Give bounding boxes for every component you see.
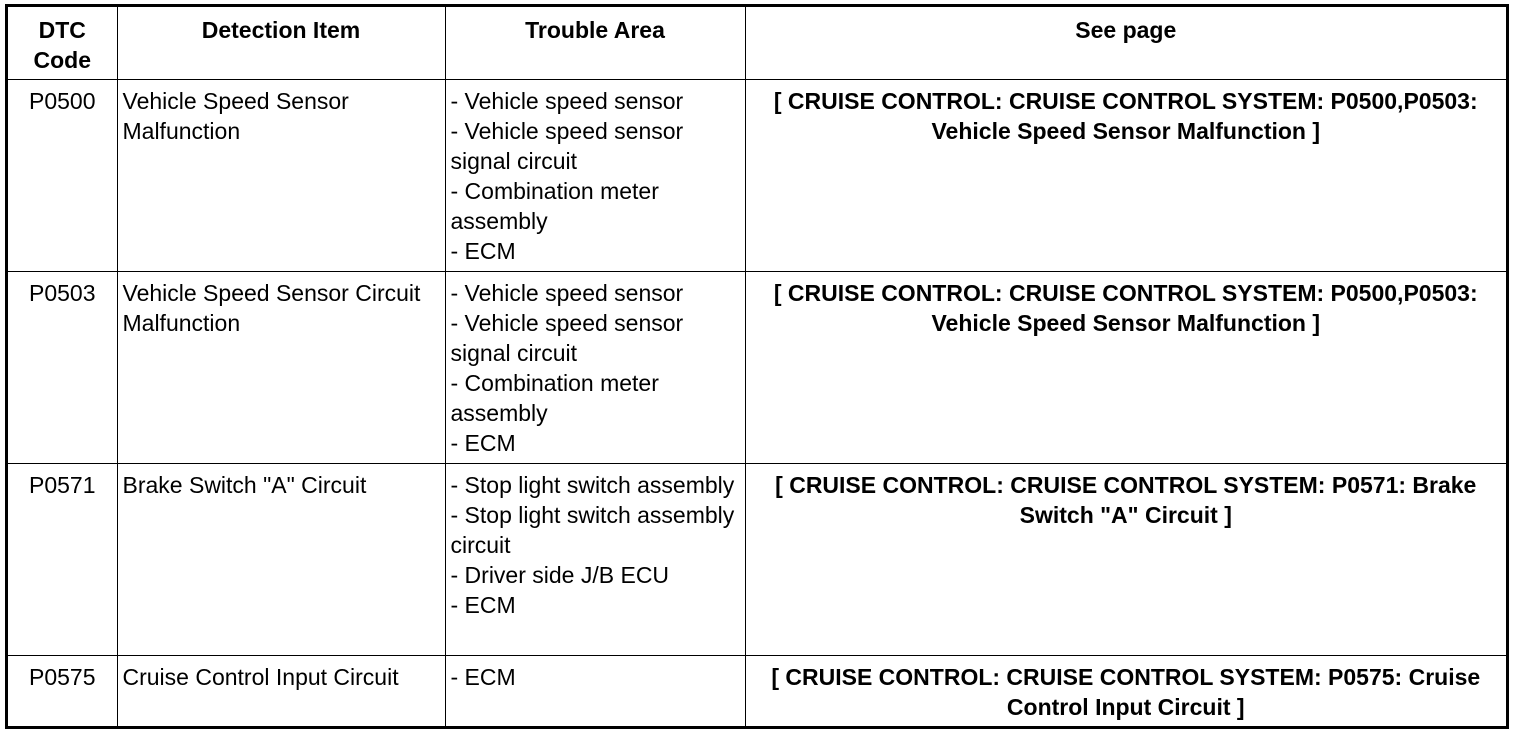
trouble-area-cell — [445, 272, 745, 464]
trouble-area-cell — [445, 656, 745, 728]
table-row — [7, 464, 1507, 656]
header-see-page: See page — [745, 6, 1507, 80]
trouble-area-cell — [445, 464, 745, 656]
trouble-area-line: - ECM — [450, 664, 516, 690]
trouble-area-line: - ECM — [450, 238, 516, 264]
trouble-area-line: - ECM — [450, 430, 516, 456]
dtc-code-cell: P0571 — [7, 464, 117, 656]
header-dtc-code: DTC Code — [7, 6, 117, 80]
header-trouble-area: Trouble Area — [445, 6, 745, 80]
dtc-code-cell: P0500 — [7, 80, 117, 272]
trouble-area-line: - ECM — [450, 592, 516, 618]
see-page-link[interactable]: [ CRUISE CONTROL: CRUISE CONTROL SYSTEM: P0500,P0503: Vehicle Speed Sensor Malfunction ] — [745, 272, 1507, 464]
trouble-area-line: - Vehicle speed sensor signal circuit — [450, 118, 684, 174]
detection-item-cell: Cruise Control Input Circuit — [117, 656, 445, 728]
dtc-code-cell: P0503 — [7, 272, 117, 464]
table-row — [7, 80, 1507, 272]
dtc-code-cell: P0575 — [7, 656, 117, 728]
see-page-link[interactable]: [ CRUISE CONTROL: CRUISE CONTROL SYSTEM: P0500,P0503: Vehicle Speed Sensor Malfunction ] — [745, 80, 1507, 272]
detection-item-cell: Vehicle Speed Sensor Circuit Malfunction — [117, 272, 445, 464]
trouble-area-line: - Driver side J/B ECU — [450, 562, 670, 588]
header-row — [7, 6, 1507, 80]
trouble-area-line: - Combination meter assembly — [450, 370, 659, 426]
trouble-area-line: - Stop light switch assembly circuit — [450, 502, 735, 558]
trouble-area-line: - Vehicle speed sensor — [450, 88, 684, 114]
table-row — [7, 656, 1507, 728]
detection-item-cell: Brake Switch "A" Circuit — [117, 464, 445, 656]
see-page-link[interactable]: [ CRUISE CONTROL: CRUISE CONTROL SYSTEM: P0571: Brake Switch "A" Circuit ] — [745, 464, 1507, 656]
see-page-link[interactable]: [ CRUISE CONTROL: CRUISE CONTROL SYSTEM: P0575: Cruise Control Input Circuit ] — [745, 656, 1507, 728]
dtc-table — [6, 5, 1508, 728]
trouble-area-cell — [445, 80, 745, 272]
trouble-area-line: - Vehicle speed sensor signal circuit — [450, 310, 684, 366]
header-detection-item: Detection Item — [117, 6, 445, 80]
table-row — [7, 272, 1507, 464]
trouble-area-line: - Vehicle speed sensor — [450, 280, 684, 306]
trouble-area-line: - Combination meter assembly — [450, 178, 659, 234]
detection-item-cell: Vehicle Speed Sensor Malfunction — [117, 80, 445, 272]
trouble-area-line: - Stop light switch assembly — [450, 472, 735, 498]
